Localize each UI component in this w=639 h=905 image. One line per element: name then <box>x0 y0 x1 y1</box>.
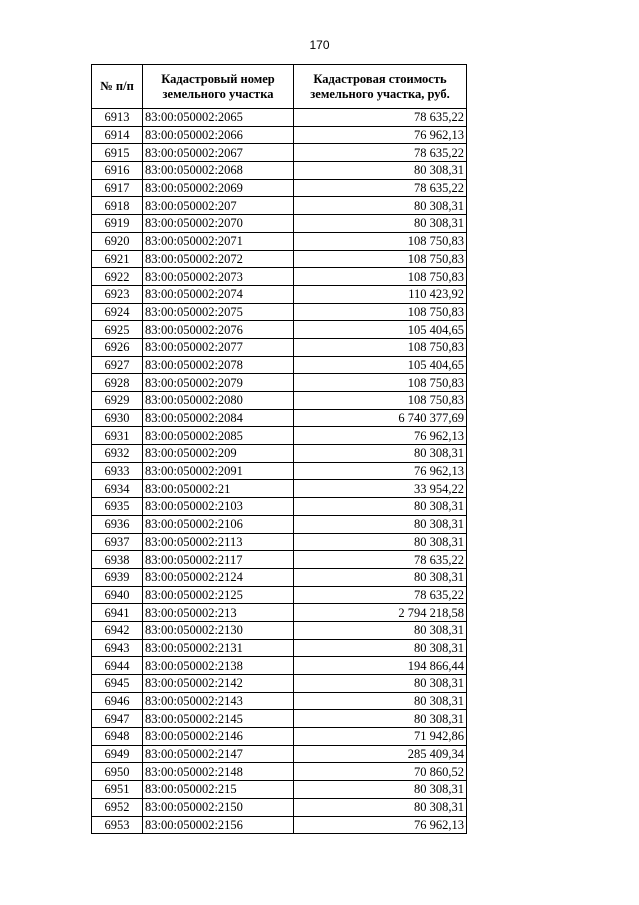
row-number-cell: 6930 <box>92 409 143 427</box>
table-row <box>92 303 467 321</box>
cadastral-number-cell: 83:00:050002:2077 <box>143 338 294 356</box>
table-row <box>92 215 467 233</box>
row-number-cell: 6936 <box>92 515 143 533</box>
cadastral-value-cell: 78 635,22 <box>294 144 467 162</box>
cadastral-number-cell: 83:00:050002:215 <box>143 781 294 799</box>
cadastral-value-cell: 80 308,31 <box>294 533 467 551</box>
row-number-cell: 6924 <box>92 303 143 321</box>
row-number-cell: 6935 <box>92 498 143 516</box>
cadastral-value-cell: 80 308,31 <box>294 710 467 728</box>
cadastral-value-cell: 80 308,31 <box>294 692 467 710</box>
cadastral-value-cell: 108 750,83 <box>294 232 467 250</box>
row-number-cell: 6938 <box>92 551 143 569</box>
row-number-cell: 6928 <box>92 374 143 392</box>
cadastral-value-cell: 6 740 377,69 <box>294 409 467 427</box>
cadastral-value-cell: 76 962,13 <box>294 816 467 834</box>
cadastral-number-cell: 83:00:050002:2080 <box>143 392 294 410</box>
table-row <box>92 781 467 799</box>
row-number-cell: 6949 <box>92 745 143 763</box>
row-number-cell: 6944 <box>92 657 143 675</box>
cadastral-value-cell: 108 750,83 <box>294 268 467 286</box>
cadastral-number-cell: 83:00:050002:2068 <box>143 162 294 180</box>
cadastral-number-cell: 83:00:050002:2156 <box>143 816 294 834</box>
cadastral-value-cell: 76 962,13 <box>294 462 467 480</box>
page-number: 170 <box>309 38 330 52</box>
cadastral-number-cell: 83:00:050002:2148 <box>143 763 294 781</box>
cadastral-number-cell: 83:00:050002:2143 <box>143 692 294 710</box>
row-number-cell: 6927 <box>92 356 143 374</box>
cadastral-number-cell: 83:00:050002:2124 <box>143 568 294 586</box>
row-number-cell: 6942 <box>92 621 143 639</box>
row-number-cell: 6929 <box>92 392 143 410</box>
row-number-cell: 6941 <box>92 604 143 622</box>
column-header-cadastral-number: Кадастровый номер земельного участка <box>143 65 294 109</box>
cadastral-value-cell: 80 308,31 <box>294 781 467 799</box>
cadastral-value-cell: 33 954,22 <box>294 480 467 498</box>
cadastral-value-cell: 76 962,13 <box>294 427 467 445</box>
cadastral-number-cell: 83:00:050002:2125 <box>143 586 294 604</box>
cadastral-number-cell: 83:00:050002:2069 <box>143 179 294 197</box>
cadastral-number-cell: 83:00:050002:2073 <box>143 268 294 286</box>
cadastral-number-cell: 83:00:050002:2130 <box>143 621 294 639</box>
row-number-cell: 6920 <box>92 232 143 250</box>
cadastral-value-cell: 80 308,31 <box>294 162 467 180</box>
cadastral-number-cell: 83:00:050002:2084 <box>143 409 294 427</box>
row-number-cell: 6945 <box>92 675 143 693</box>
cadastral-number-cell: 83:00:050002:2075 <box>143 303 294 321</box>
cadastral-number-cell: 83:00:050002:2085 <box>143 427 294 445</box>
table-row <box>92 639 467 657</box>
cadastral-value-cell: 108 750,83 <box>294 250 467 268</box>
cadastral-value-cell: 105 404,65 <box>294 356 467 374</box>
cadastral-value-cell: 78 635,22 <box>294 551 467 569</box>
cadastral-value-cell: 70 860,52 <box>294 763 467 781</box>
cadastral-number-cell: 83:00:050002:2145 <box>143 710 294 728</box>
cadastral-value-cell: 108 750,83 <box>294 392 467 410</box>
cadastral-number-cell: 83:00:050002:209 <box>143 445 294 463</box>
cadastral-number-cell: 83:00:050002:21 <box>143 480 294 498</box>
cadastral-value-cell: 2 794 218,58 <box>294 604 467 622</box>
table-row <box>92 232 467 250</box>
cadastral-number-cell: 83:00:050002:2066 <box>143 126 294 144</box>
row-number-cell: 6913 <box>92 109 143 127</box>
table-row <box>92 126 467 144</box>
table-row <box>92 710 467 728</box>
row-number-cell: 6939 <box>92 568 143 586</box>
row-number-cell: 6946 <box>92 692 143 710</box>
cadastral-value-cell: 110 423,92 <box>294 285 467 303</box>
table-row <box>92 533 467 551</box>
table-row <box>92 162 467 180</box>
row-number-cell: 6921 <box>92 250 143 268</box>
table-row <box>92 568 467 586</box>
row-number-cell: 6947 <box>92 710 143 728</box>
table-row <box>92 675 467 693</box>
table-row <box>92 816 467 834</box>
table-row <box>92 392 467 410</box>
row-number-cell: 6917 <box>92 179 143 197</box>
table-row <box>92 268 467 286</box>
table-row <box>92 374 467 392</box>
cadastral-value-cell: 80 308,31 <box>294 798 467 816</box>
cadastral-value-cell: 80 308,31 <box>294 675 467 693</box>
row-number-cell: 6951 <box>92 781 143 799</box>
cadastral-number-cell: 83:00:050002:2070 <box>143 215 294 233</box>
row-number-cell: 6931 <box>92 427 143 445</box>
table-row <box>92 179 467 197</box>
row-number-cell: 6915 <box>92 144 143 162</box>
cadastral-number-cell: 83:00:050002:213 <box>143 604 294 622</box>
table-row <box>92 462 467 480</box>
table-row <box>92 197 467 215</box>
cadastral-number-cell: 83:00:050002:2074 <box>143 285 294 303</box>
row-number-cell: 6937 <box>92 533 143 551</box>
table-row <box>92 480 467 498</box>
table-row <box>92 321 467 339</box>
cadastral-number-cell: 83:00:050002:2091 <box>143 462 294 480</box>
table-row <box>92 586 467 604</box>
cadastral-number-cell: 83:00:050002:207 <box>143 197 294 215</box>
table-row <box>92 745 467 763</box>
table-row <box>92 621 467 639</box>
row-number-cell: 6932 <box>92 445 143 463</box>
table-row <box>92 144 467 162</box>
table-row <box>92 728 467 746</box>
cadastral-number-cell: 83:00:050002:2067 <box>143 144 294 162</box>
row-number-cell: 6933 <box>92 462 143 480</box>
table-row <box>92 427 467 445</box>
row-number-cell: 6923 <box>92 285 143 303</box>
cadastral-number-cell: 83:00:050002:2076 <box>143 321 294 339</box>
table-row <box>92 409 467 427</box>
column-header-cadastral-value: Кадастровая стоимость земельного участка, руб. <box>294 65 467 109</box>
row-number-cell: 6919 <box>92 215 143 233</box>
cadastral-value-cell: 80 308,31 <box>294 568 467 586</box>
table-row <box>92 515 467 533</box>
table-row <box>92 692 467 710</box>
cadastral-value-cell: 80 308,31 <box>294 498 467 516</box>
table-row <box>92 798 467 816</box>
table-header-row <box>92 65 467 109</box>
row-number-cell: 6914 <box>92 126 143 144</box>
table-row <box>92 551 467 569</box>
table-body <box>92 109 467 834</box>
cadastral-value-table <box>91 64 467 834</box>
row-number-cell: 6926 <box>92 338 143 356</box>
cadastral-value-cell: 78 635,22 <box>294 179 467 197</box>
column-header-number: № п/п <box>92 65 143 109</box>
table-row <box>92 285 467 303</box>
cadastral-value-cell: 80 308,31 <box>294 621 467 639</box>
cadastral-number-cell: 83:00:050002:2113 <box>143 533 294 551</box>
row-number-cell: 6918 <box>92 197 143 215</box>
cadastral-value-cell: 108 750,83 <box>294 338 467 356</box>
table-row <box>92 498 467 516</box>
cadastral-value-cell: 80 308,31 <box>294 445 467 463</box>
cadastral-number-cell: 83:00:050002:2150 <box>143 798 294 816</box>
table-row <box>92 356 467 374</box>
cadastral-number-cell: 83:00:050002:2079 <box>143 374 294 392</box>
row-number-cell: 6952 <box>92 798 143 816</box>
row-number-cell: 6934 <box>92 480 143 498</box>
table-row <box>92 250 467 268</box>
cadastral-value-cell: 78 635,22 <box>294 586 467 604</box>
cadastral-number-cell: 83:00:050002:2065 <box>143 109 294 127</box>
cadastral-number-cell: 83:00:050002:2131 <box>143 639 294 657</box>
cadastral-value-cell: 80 308,31 <box>294 197 467 215</box>
row-number-cell: 6916 <box>92 162 143 180</box>
cadastral-value-cell: 285 409,34 <box>294 745 467 763</box>
cadastral-number-cell: 83:00:050002:2078 <box>143 356 294 374</box>
cadastral-value-cell: 80 308,31 <box>294 215 467 233</box>
cadastral-number-cell: 83:00:050002:2147 <box>143 745 294 763</box>
row-number-cell: 6948 <box>92 728 143 746</box>
cadastral-number-cell: 83:00:050002:2142 <box>143 675 294 693</box>
cadastral-number-cell: 83:00:050002:2103 <box>143 498 294 516</box>
cadastral-number-cell: 83:00:050002:2072 <box>143 250 294 268</box>
cadastral-number-cell: 83:00:050002:2106 <box>143 515 294 533</box>
row-number-cell: 6950 <box>92 763 143 781</box>
row-number-cell: 6943 <box>92 639 143 657</box>
cadastral-value-cell: 76 962,13 <box>294 126 467 144</box>
row-number-cell: 6953 <box>92 816 143 834</box>
cadastral-value-cell: 194 866,44 <box>294 657 467 675</box>
table-row <box>92 604 467 622</box>
cadastral-value-cell: 108 750,83 <box>294 374 467 392</box>
cadastral-value-cell: 71 942,86 <box>294 728 467 746</box>
cadastral-number-cell: 83:00:050002:2146 <box>143 728 294 746</box>
cadastral-value-cell: 80 308,31 <box>294 515 467 533</box>
table-row <box>92 445 467 463</box>
row-number-cell: 6925 <box>92 321 143 339</box>
cadastral-number-cell: 83:00:050002:2138 <box>143 657 294 675</box>
cadastral-number-cell: 83:00:050002:2117 <box>143 551 294 569</box>
cadastral-number-cell: 83:00:050002:2071 <box>143 232 294 250</box>
table-row <box>92 763 467 781</box>
row-number-cell: 6922 <box>92 268 143 286</box>
table-row <box>92 657 467 675</box>
cadastral-value-cell: 108 750,83 <box>294 303 467 321</box>
table-row <box>92 109 467 127</box>
row-number-cell: 6940 <box>92 586 143 604</box>
cadastral-value-cell: 78 635,22 <box>294 109 467 127</box>
table-row <box>92 338 467 356</box>
cadastral-value-cell: 105 404,65 <box>294 321 467 339</box>
cadastral-value-cell: 80 308,31 <box>294 639 467 657</box>
